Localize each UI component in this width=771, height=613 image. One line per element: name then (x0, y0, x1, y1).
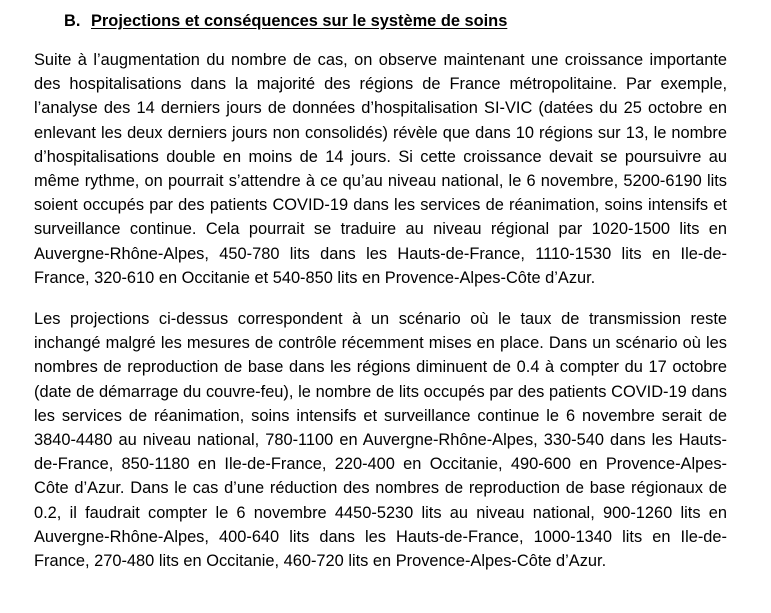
section-number: B. (64, 12, 81, 30)
section-title: Projections et conséquences sur le système de soins (91, 12, 508, 30)
section-heading (64, 10, 727, 32)
paragraph-scenarios: Les projections ci-dessus correspondent à un scénario où le taux de transmission reste inchangé malgré les mesures de contrôle récemment mises en place. Dans un scénario où les nombres de reproduction de base dans les régions diminuent de 0.4 à compter du 17 octobre (date de démarrage du couvre-feu), le nombre de lits occupés par des patients COVID-19 dans les services de réanimation, soins intensifs et surveillance continue le 6 novembre serait de 3840-4480 au niveau national, 780-1100 en Auvergne-Rhône-Alpes, 330-540 dans les Hauts-de-France, 850-1180 en Ile-de-France, 220-400 en Occitanie, 490-600 en Provence-Alpes-Côte d’Azur. Dans le cas d’une réduction des nombres de reproduction de base régionaux de 0.2, il faudrait compter le 6 novembre 4450-5230 lits au niveau national, 900-1260 lits en Auvergne-Rhône-Alpes, 400-640 lits dans les Hauts-de-France, 1000-1340 lits en Ile-de-France, 270-480 lits en Occitanie, 460-720 lits en Provence-Alpes-Côte d’Azur. (34, 310, 727, 571)
paragraph-projections: Suite à l’augmentation du nombre de cas, on observe maintenant une croissance importante des hospitalisations dans la majorité des régions de France métropolitaine. Par exemple, l’analyse des 14 derniers jours de données d’hospitalisation SI-VIC (datées du 25 octobre en enlevant les deux derniers jours non consolidés) révèle que dans 10 régions sur 13, le nombre d’hospitalisations double en moins de 14 jours. Si cette croissance devait se poursuivre au même rythme, on pourrait s’attendre à ce qu’au niveau national, le 6 novembre, 5200-6190 lits soient occupés par des patients COVID-19 dans les services de réanimation, soins intensifs et surveillance continue. Cela pourrait se traduire au niveau régional par 1020-1500 lits en Auvergne-Rhône-Alpes, 450-780 lits dans les Hauts-de-France, 1110-1530 lits en Ile-de-France, 320-610 en Occitanie et 540-850 lits en Provence-Alpes-Côte d’Azur. (34, 51, 727, 287)
